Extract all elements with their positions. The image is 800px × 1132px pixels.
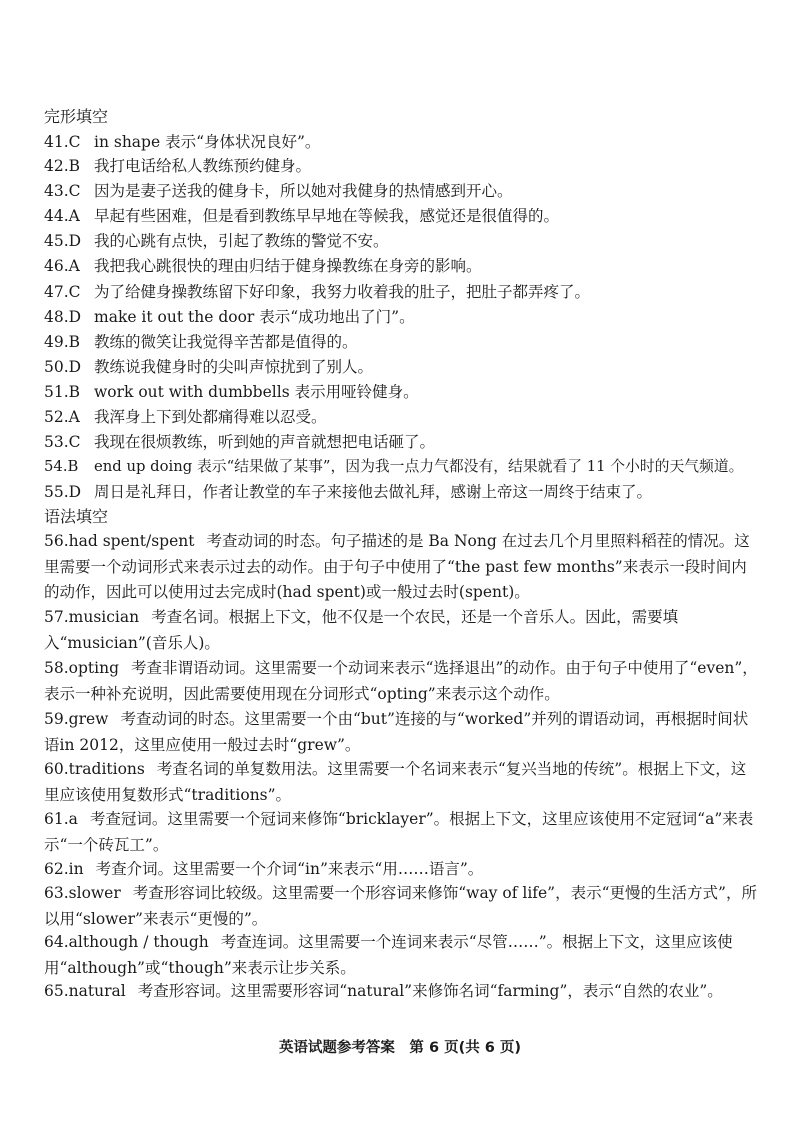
cloze-item-48 (44, 306, 756, 328)
item-answer: slower (68, 884, 121, 902)
item-number-answer: 43.C (44, 182, 81, 200)
item-explanation: 考查名词。根据上下文，他不仅是一个农民，还是一个音乐人。因此，需要填入“musician”(音乐人)。 (44, 608, 679, 652)
item-explanation: 为了给健身操教练留下好印象，我努力收着我的肚子，把肚子都弄疼了。 (94, 283, 591, 301)
cloze-item-52 (44, 406, 756, 428)
item-explanation: work out with dumbbells 表示用哑铃健身。 (94, 383, 419, 401)
item-answer: opting (68, 659, 120, 677)
item-explanation: 早起有些困难，但是看到教练早早地在等候我，感觉还是很值得的。 (94, 207, 560, 225)
grammar-item-56 (44, 529, 758, 606)
item-answer: a (68, 810, 78, 828)
item-explanation: 考查冠词。这里需要一个冠词来修饰“bricklayer”。根据上下文，这里应该使用不定冠词“a”来表示“一个砖瓦工”。 (44, 810, 754, 854)
item-number-answer: 53.C (44, 433, 81, 451)
item-explanation: make it out the door 表示“成功地出了门”。 (94, 308, 415, 326)
item-number-answer: 55.D (44, 483, 82, 501)
item-number: 62. (44, 860, 69, 878)
item-answer: although / though (68, 933, 209, 951)
item-number-answer: 50.D (44, 358, 82, 376)
item-explanation: 考查名词的单复数用法。这里需要一个名词来表示“复兴当地的传统”。根据上下文，这里应该使用复数形式“traditions”。 (44, 760, 747, 804)
cloze-item-42 (44, 155, 756, 177)
grammar-item-59 (44, 707, 758, 758)
cloze-item-51 (44, 381, 756, 403)
cloze-item-41 (44, 131, 756, 153)
item-answer: natural (68, 982, 126, 1000)
cloze-item-44 (44, 205, 756, 227)
item-explanation: 教练的微笑让我觉得辛苦都是值得的。 (94, 333, 358, 351)
grammar-item-60 (44, 757, 758, 808)
item-number: 59. (44, 710, 69, 728)
item-answer: traditions (68, 760, 145, 778)
cloze-item-50 (44, 356, 756, 378)
item-explanation: 考查介词。这里需要一个介词“in”来表示“用……语言”。 (95, 860, 484, 878)
item-explanation: 我的心跳有点快，引起了教练的警觉不安。 (94, 232, 389, 250)
item-number-answer: 48.D (44, 308, 82, 326)
grammar-item-58 (44, 656, 758, 707)
cloze-item-55 (44, 481, 756, 503)
grammar-item-62 (44, 857, 758, 883)
item-explanation: 考查非谓语动词。这里需要一个动词来表示“选择退出”的动作。由于句子中使用了“even”，表示一种补充说明，因此需要使用现在分词形式“opting”来表示这个动作。 (44, 659, 758, 703)
item-answer: in (68, 860, 84, 878)
item-explanation: 考查形容词比较级。这里需要一个形容词来修饰“way of life”，表示“更慢的生活方式”，所以用“slower”来表示“更慢的”。 (44, 884, 757, 928)
item-explanation: 考查动词的时态。这里需要一个由“but”连接的与“worked”并列的谓语动词，再根据时间状语in 2012，这里应使用一般过去时“grew”。 (44, 710, 749, 754)
item-number-answer: 54.B (44, 458, 79, 475)
item-explanation: 考查形容词。这里需要形容词“natural”来修饰名词“farming”，表示“自然的农业”。 (137, 982, 723, 1000)
item-number: 57. (44, 608, 69, 626)
item-number-answer: 45.D (44, 232, 82, 250)
item-number: 64. (44, 933, 69, 951)
cloze-item-47 (44, 281, 756, 303)
cloze-item-53 (44, 431, 756, 453)
grammar-heading: 语法填空 (44, 507, 109, 526)
item-number: 60. (44, 760, 69, 778)
item-number: 63. (44, 884, 69, 902)
item-number: 65. (44, 982, 69, 1000)
item-number-answer: 41.C (44, 133, 81, 151)
item-explanation: 周日是礼拜日，作者让教堂的车子来接他去做礼拜，感谢上帝这一周终于结束了。 (94, 483, 653, 501)
item-number-answer: 46.A (44, 257, 80, 275)
item-number-answer: 49.B (44, 333, 81, 351)
item-explanation: 教练说我健身时的尖叫声惊扰到了别人。 (94, 358, 374, 376)
item-number-answer: 47.C (44, 283, 81, 301)
cloze-item-49 (44, 331, 756, 353)
item-answer: grew (68, 710, 109, 728)
grammar-item-61 (44, 807, 758, 858)
item-explanation: 考查动词的时态。句子描述的是 Ba Nong 在过去几个月里照料稻茬的情况。这里需要一个动词形式来表示过去的动作。由于句子中使用了“the past few months”来表示一段时间内的动作，因此可以使用过去完成时(had spent)或一般过去时(spent)。 (44, 532, 750, 601)
item-number-answer: 52.A (44, 408, 80, 426)
item-number-answer: 42.B (44, 157, 81, 175)
item-number-answer: 44.A (44, 207, 80, 225)
cloze-item-45 (44, 230, 756, 252)
item-explanation: in shape 表示“身体状况良好”。 (94, 133, 321, 151)
item-explanation: 因为是妻子送我的健身卡，所以她对我健身的热情感到开心。 (94, 182, 513, 200)
grammar-item-64 (44, 930, 758, 981)
cloze-item-54 (44, 456, 756, 478)
item-explanation: 我现在很烦教练，听到她的声音就想把电话砸了。 (94, 433, 436, 451)
cloze-item-43 (44, 180, 756, 202)
item-explanation: 我打电话给私人教练预约健身。 (94, 157, 312, 175)
item-number: 56. (44, 532, 69, 550)
page-footer: 英语试题参考答案 第 6 页(共 6 页) (278, 1040, 522, 1056)
item-answer: musician (68, 608, 140, 626)
grammar-item-63 (44, 881, 758, 932)
item-number: 58. (44, 659, 69, 677)
grammar-item-57 (44, 605, 758, 656)
item-explanation: 我浑身上下到处都痛得难以忍受。 (94, 408, 327, 426)
item-number: 61. (44, 810, 69, 828)
item-answer: had spent/spent (68, 532, 195, 550)
item-number-answer: 51.B (44, 383, 81, 401)
item-explanation: 我把我心跳很快的理由归结于健身操教练在身旁的影响。 (94, 257, 482, 275)
cloze-heading: 完形填空 (44, 107, 109, 126)
grammar-item-65 (44, 979, 758, 1005)
item-explanation: end up doing 表示“结果做了某事”，因为我一点力气都没有，结果就看了 11 个小时的天气频道。 (94, 458, 744, 475)
item-explanation: 考查连词。这里需要一个连词来表示“尽管……”。根据上下文，这里应该使用“although”或“though”来表示让步关系。 (44, 933, 733, 977)
cloze-item-46 (44, 255, 756, 277)
